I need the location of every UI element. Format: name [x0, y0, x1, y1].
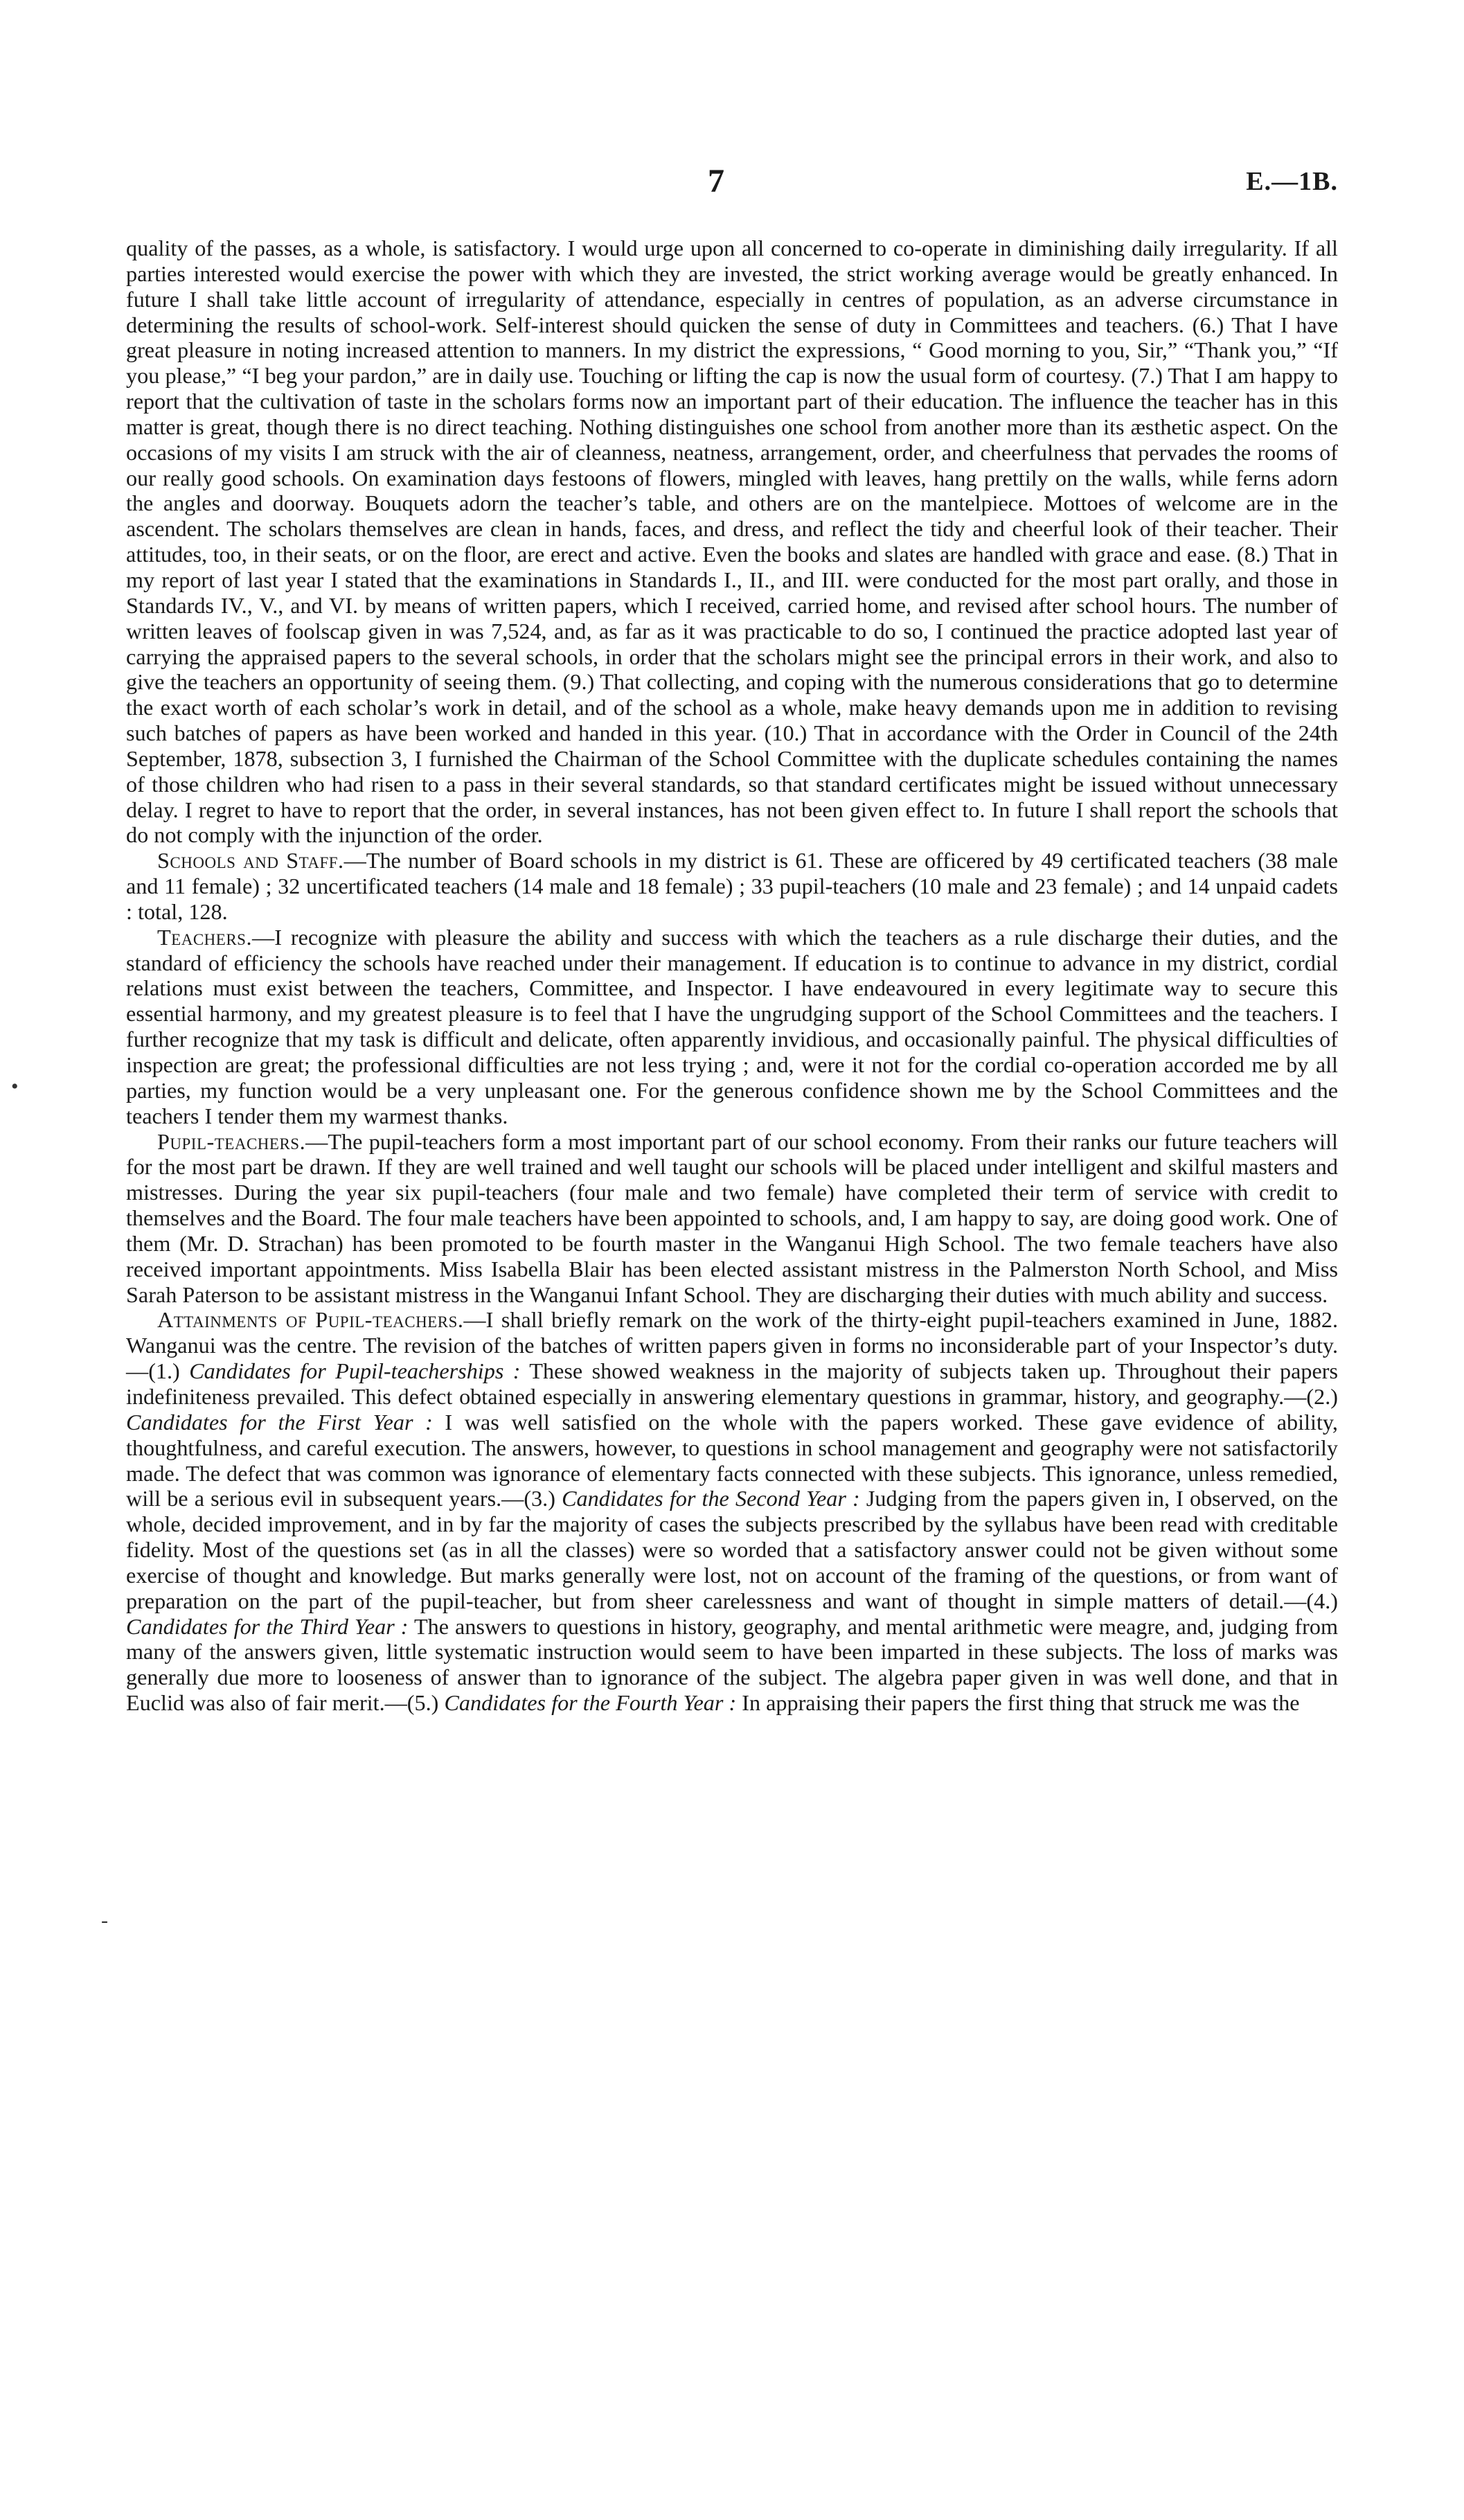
section-heading-attainments: Attainments of Pupil-teachers. [157, 1307, 464, 1333]
candidates-pupil-teacherships: Candidates for Pupil-teacherships : [189, 1358, 521, 1384]
section-heading-schools-and-staff: Schools and Staff. [157, 848, 344, 873]
paragraph-continuation: quality of the passes, as a whole, is satisfactory. I would urge upon all concerned to co-operate in diminishing daily irregularity. If all parties interested would exercise the power with which they are invested, the strict working average would be greatly enhanced. In future I shall take little account of irregularity of attendance, especially in centres of population, as an adverse circumstance in determining the results of school-work. Self-interest should quicken the sense of duty in Committees and teachers. (6.) That I have great pleasure in noting increased attention to manners. In my district the expressions, “ Good morning to you, Sir,” “Thank you,” “If you please,” “I beg your pardon,” are in daily use. Touching or lifting the cap is now the usual form of courtesy. (7.) That I am happy to report that the cultivation of taste in the scholars forms now an important part of their education. The influence the teacher has in this matter is great, though there is no direct teaching. Nothing distinguishes one school from another more than its æsthetic aspect. On the occasions of my visits I am struck with the air of cleanness, neatness, arrangement, order, and cheerfulness that pervades the rooms of our really good schools. On examination days festoons of flowers, mingled with leaves, hang prettily on the walls, while ferns adorn the angles and doorway. Bouquets adorn the teacher’s table, and others are on the mantelpiece. Mottoes of welcome are in the ascendent. The scholars themselves are clean in hands, faces, and dress, and reflect the tidy and cheerful look of their teacher. Their attitudes, too, in their seats, or on the floor, are erect and active. Even the books and slates are handled with grace and ease. (8.) That in my report of last year I stated that the examinations in Standards I., II., and III. were conducted for the most part orally, and those in Standards IV., V., and VI. by means of written papers, which I received, carried home, and revised after school hours. The number of written leaves of foolscap given in was 7,524, and, as far as it was practicable to do so, I continued the practice adopted last year of carrying the appraised papers to the several schools, in order that the scholars might see the principal errors in their work, and also to give the teachers an opportunity of seeing them. (9.) That collecting, and coping with the numerous considerations that go to determine the exact worth of each scholar’s work in detail, and of the school as a whole, make heavy demands upon me in addition to revising such batches of papers as have been worked and handed in this year. (10.) That in accordance with the Order in Council of the 24th September, 1878, subsection 3, I furnished the Chairman of the School Committee with the duplicate schedules containing the names of those children who had risen to a pass in their several standards, so that standard certificates might be issued without unnecessary delay. I regret to have to report that the order, in several instances, has not been given effect to. In future I shall report the schools that do not comply with the injunction of the order. [126, 236, 1338, 848]
candidates-fourth-year: Candidates for the Fourth Year : [444, 1690, 737, 1716]
paragraph-teachers [126, 925, 1338, 1129]
page-header [0, 0, 1464, 55]
candidates-second-year: Candidates for the Second Year : [562, 1486, 860, 1511]
section-heading-teachers: Teachers. [157, 924, 252, 950]
document-body [126, 236, 1338, 1716]
page-number: 7 [708, 163, 724, 199]
margin-dash-mark: - [101, 1909, 108, 1932]
paragraph-pupil-teachers [126, 1129, 1338, 1308]
candidates-third-year: Candidates for the Third Year : [126, 1613, 409, 1639]
schools-and-staff-text: —The number of Board schools in my district is 61. These are officered by 49 certificated teachers (38 male and 11 female) ; 32 uncertificated teachers (14 male and 18 female) ; 33 pupil-teachers (10 male and 23 female) ; and 14 unpaid cadets : total, 128. [126, 848, 1338, 924]
attainments-text-e: The answers to questions in history, geography, and mental arithmetic were meagre, and, judging from many of the answers given, little systematic instruction would seem to have been imparted in these subjects. The loss of marks was generally due more to looseness of answer than to ignorance of the subject. The algebra paper given in was well done, and that in Euclid was also of fair merit.—(5.) [126, 1613, 1338, 1716]
attainments-text-c: I was well satisfied on the whole with the papers worked. These gave evidence of ability, thoughtfulness, and careful execution. The answers, however, to questions in school management and geography were not satisfactorily made. The defect that was common was ignorance of elementary facts connected with these subjects. This ignorance, unless remedied, will be a serious evil in subsequent years.—(3.) [126, 1409, 1338, 1511]
margin-dot-mark: • [11, 1075, 19, 1098]
attainments-text-a: —I shall briefly remark on the work of the thirty-eight pupil-teachers examined in June, 1882. Wanganui was the centre. The revision of the batches of written papers given in forms no inconsiderable part of your Inspector’s duty.—(1.) [126, 1307, 1338, 1384]
attainments-text-b: These showed weakness in the majority of subjects taken up. Throughout their papers indefiniteness prevailed. This defect obtained especially in answering elementary questions in grammar, history, and geography.—(2.) [126, 1358, 1338, 1409]
attainments-text-d: Judging from the papers given in, I observed, on the whole, decided improvement, and in by far the majority of cases the subjects prescribed by the syllabus have been read with creditable fidelity. Most of the questions set (as in all the classes) were so worded that a satisfactory answer could not be given without some exercise of thought and knowledge. But marks generally were lost, not on account of the framing of the questions, or from want of preparation on the part of the pupil-teacher, but from sheer carelessness and want of thought in simple matters of detail.—(4.) [126, 1486, 1338, 1613]
attainments-text-f: In appraising their papers the first thing that struck me was the [736, 1690, 1300, 1716]
pupil-teachers-text: —The pupil-teachers form a most important part of our school economy. From their ranks our future teachers will for the most part be drawn. If they are well trained and well taught our schools will be placed under intelligent and skilful masters and mistresses. During the year six pupil-teachers (four male and two female) have completed their term of service with credit to themselves and the Board. The four male teachers have been appointed to schools, and, I am happy to say, are doing good work. One of them (Mr. D. Strachan) has been promoted to be fourth master in the Wanganui High School. The two female teachers have also received important appointments. Miss Isabella Blair has been elected assistant mistress in the Palmerston North School, and Miss Sarah Paterson to be assistant mistress in the Wanganui Infant School. They are discharging their duties with much ability and success. [126, 1128, 1338, 1307]
document-reference: E.—1B. [1246, 167, 1338, 196]
teachers-text: —I recognize with pleasure the ability and success with which the teachers as a rule discharge their duties, and the standard of efficiency the schools have reached under their management. If education is to continue to advance in my district, cordial relations must exist between the teachers, Committee, and Inspector. I have endeavoured in every legitimate way to secure this essential harmony, and my greatest pleasure is to feel that I have the ungrudging support of the School Committees and the teachers. I further recognize that my task is difficult and delicate, often apparently invidious, and occasionally painful. The physical difficulties of inspection are great; the professional difficulties are not less trying ; and, were it not for the cordial co-operation accorded me by all parties, my function would be a very unpleasant one. For the generous confidence shown me by the School Committees and the teachers I tender them my warmest thanks. [126, 924, 1338, 1128]
paragraph-attainments [126, 1307, 1338, 1716]
section-heading-pupil-teachers: Pupil-teachers. [157, 1128, 306, 1154]
candidates-first-year: Candidates for the First Year : [126, 1409, 433, 1435]
paragraph-schools-and-staff [126, 848, 1338, 925]
